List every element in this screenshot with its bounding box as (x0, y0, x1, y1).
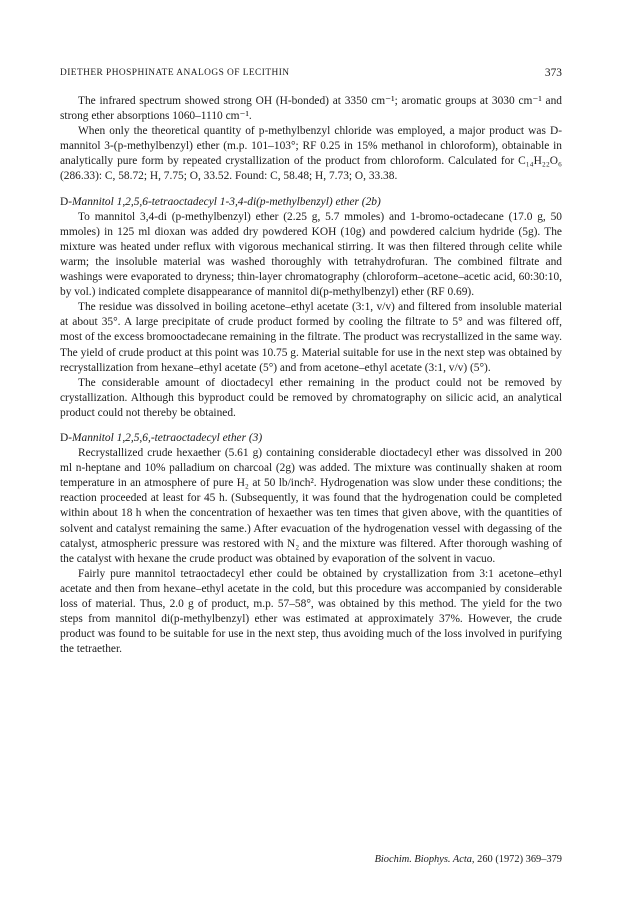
paragraph-2b-byproduct: The considerable amount of dioctadecyl ether remaining in the product could not be removed by crystallization. Although this byproduct could be removed by chromatography on silicic acid, an analytical product could not thereby be obtained. (60, 376, 562, 419)
journal-name: Biochim. Biophys. Acta, (374, 854, 475, 865)
page-number: 373 (544, 67, 562, 79)
paragraph-infrared: The infrared spectrum showed strong OH (H-bonded) at 3350 cm⁻¹; aromatic groups at 3030 cm⁻¹ and strong ether absorptions 1060–1110 cm⁻¹. (60, 95, 562, 123)
running-title: DIETHER PHOSPHINATE ANALOGS OF LECITHIN (60, 68, 290, 78)
paragraph-3-purification: Fairly pure mannitol tetraoctadecyl ether could be obtained by crystallization from 3:1 acetone–ethyl acetate and then from hexane–ethyl acetate in the cold, but this procedure was accompanied by considerable loss of material. Thus, 2.0 g of product, m.p. 57–58°, was obtained by this method. The yield for the two steps from mannitol di(p-methylbenzyl) ether was estimated at approximately 37%. However, the crude product was found to be suitable for use in the next step, thus avoiding much of the loss involved in purifying the tetraether. (60, 567, 562, 656)
section-heading-2b (60, 195, 562, 210)
article-body (60, 94, 562, 657)
section-title-2b: Mannitol 1,2,5,6-tetraoctadecyl 1-3,4-di(p-methylbenzyl) ether (2b) (72, 195, 381, 208)
paragraph-2b-recrystallization: The residue was dissolved in boiling acetone–ethyl acetate (3:1, v/v) and filtered from insoluble material at about 35°. A large precipitate of crude product formed by cooling the filtrate to 5° and was filtered off, most of the excess bromooctadecane remaining in the filtrate. The product was recrystallized in the same way. The yield of crude product at this point was 10.75 g. Material suitable for use in the next step was obtained by recrystallization from hexane–ethyl acetate (5°) and from acetone–ethyl acetate (3:1, v/v) (5°). (60, 301, 562, 374)
section-heading-3 (60, 431, 562, 446)
section-prefix-3: D- (60, 431, 73, 444)
section-prefix-2b: D- (60, 195, 73, 208)
paragraph-mannitol-monoether: When only the theoretical quantity of p-methylbenzyl chloride was employed, a major product was D-mannitol 3-(p-methylbenzyl) ether (m.p. 101–103°; RF 0.25 in 15% methanol in chloroform), obtainable in analytically pure form by repeated crystallization of the product from chloroform. Calculated for C₁₄H₂₂O₆ (286.33): C, 58.72; H, 7.75; O, 33.52. Found: C, 58.48; H, 7.73; O, 33.38. (60, 125, 562, 183)
journal-footer (375, 854, 562, 865)
running-header (60, 68, 562, 78)
paragraph-3-hydrogenation: Recrystallized crude hexaether (5.61 g) containing considerable dioctadecyl ether was dissolved in 200 ml n-heptane and 10% palladium on charcoal (2g) was added. The mixture was continually shaken at room temperature in an atmosphere of pure H₂ at 50 lb/inch². Hydrogenation was slow under these conditions; the reaction proceeded at least for 45 h. (Subsequently, it was found that the hydrogenation could be completed within about 18 h when the concentration of hexaether was ten times that given above, with the quantities of solvent and catalyst remaining the same.) After evacuation of the hydrogenation vessel with degassing of the catalyst, atmospheric pressure was restored with N₂ and the mixture was filtered. After thorough washing of the catalyst with hexane the crude product was obtained by evaporation of the solvent in vacuo. (60, 447, 562, 565)
section-title-3: Mannitol 1,2,5,6,-tetraoctadecyl ether (3) (72, 431, 263, 444)
paragraph-2b-procedure: To mannitol 3,4-di (p-methylbenzyl) ether (2.25 g, 5.7 mmoles) and 1-bromo-octadecane (17.0 g, 50 mmoles) in 125 ml dioxan was added dry powdered KOH (10g) and powdered calcium hydride (5g). The mixture was heated under reflux with vigorous mechanical stirring. It was then filtered through celite while warm; the insoluble material was washed thoroughly with tetrahydrofuran. The combined filtrate and washings were evaporated to dryness; thin-layer chromatography (chloroform–acetone–acetic acid, 60:30:10, by vol.) indicated complete disappearance of mannitol di(p-methylbenzyl) ether (RF 0.69). (60, 210, 562, 299)
journal-citation: 260 (1972) 369–379 (477, 854, 562, 865)
